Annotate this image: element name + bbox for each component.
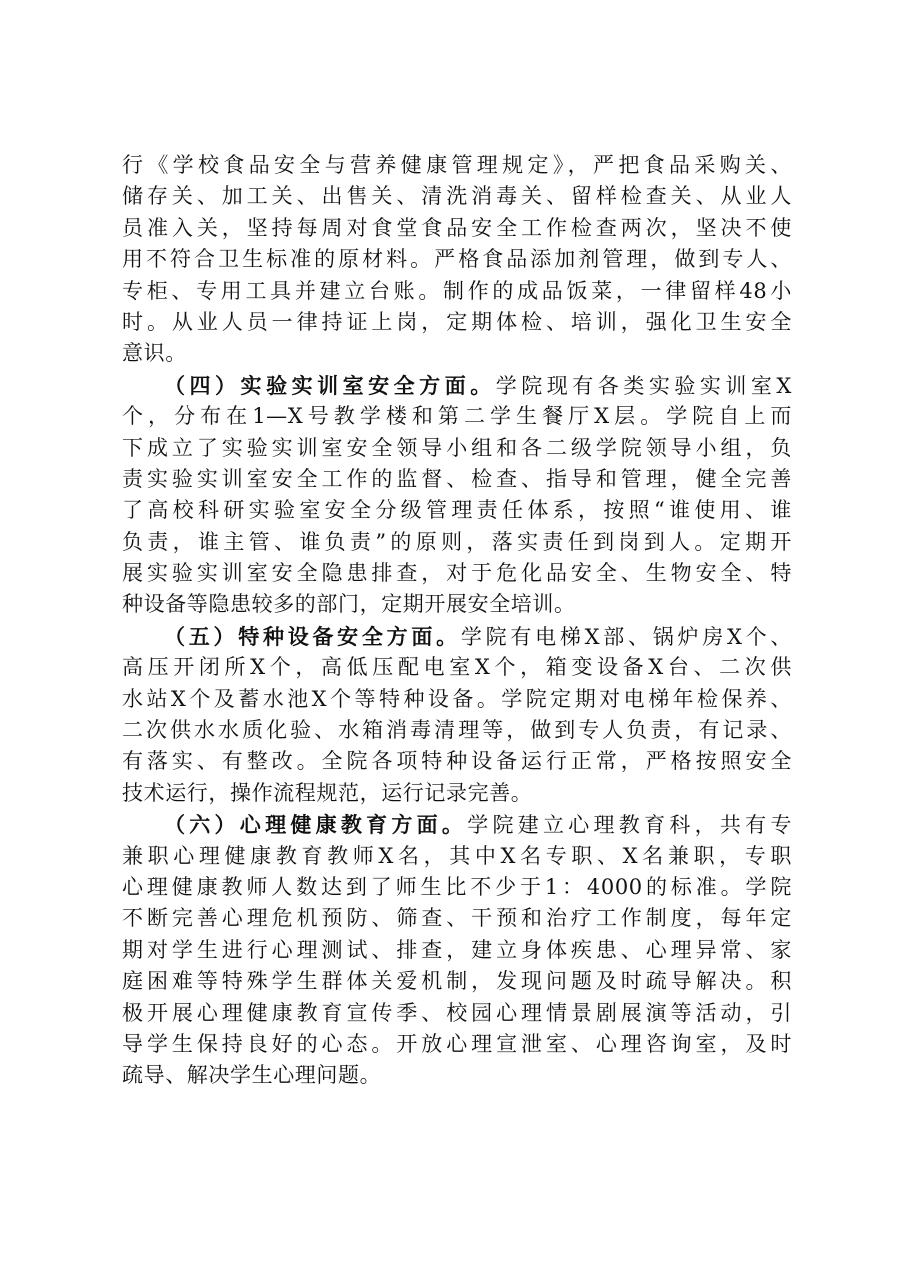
section-heading: （五）特种设备安全方面。: [164, 623, 461, 649]
text-line: 庭困难等特殊学生群体关爱机制，发现问题及时疏导解决。积: [122, 969, 792, 994]
text-line: 兼职心理健康教育教师X名，其中X名专职、X名兼职，专职: [122, 843, 792, 868]
text-line: 行《学校食品安全与营养健康管理规定》，严把食品采购关、: [122, 153, 792, 177]
text-line: 下成立了实验实训室安全领导小组和各二级学院领导小组，负: [122, 435, 792, 460]
text-line: 水站X个及蓄水池X个等特种设备。学院定期对电梯年检保养、: [122, 686, 792, 711]
text-run: 学院现有各类实验实训室X: [495, 373, 792, 398]
section-heading: （四）实验实训室安全方面。: [164, 372, 496, 398]
text-line: 储存关、加工关、出售关、清洗消毒关、留样检查关、从业人: [122, 184, 792, 209]
text-line: 展实验实训室安全隐患排查，对于危化品安全、生物安全、特: [122, 561, 792, 586]
text-line: 了高校科研实验室安全分级管理责任体系，按照“谁使用、谁: [122, 498, 792, 523]
text-line: 高压开闭所X个，高低压配电室X个，箱变设备X台、二次供: [122, 655, 792, 680]
document-body: [122, 150, 792, 1092]
text-line: 导学生保持良好的心态。开放心理宣泄室、心理咨询室，及时: [122, 1031, 792, 1056]
text-line: 极开展心理健康教育宣传季、校园心理情景剧展演等活动，引: [122, 1000, 792, 1025]
text-line: 心理健康教师人数达到了师生比不少于1：4000的标准。学院: [122, 874, 792, 899]
text-line: 专柜、专用工具并建立台账。制作的成品饭菜，一律留样48小: [122, 278, 792, 303]
text-line: 技术运行，操作流程规范，运行记录完善。: [122, 780, 533, 805]
text-line: [122, 370, 792, 401]
paragraph-food-safety: [122, 150, 792, 370]
paragraph-mental-health: [122, 809, 792, 1092]
text-line: 期对学生进行心理测试、排查，建立身体疾患、心理异常、家: [122, 937, 792, 962]
text-line: 员准入关，坚持每周对食堂食品安全工作检查两次，坚决不使: [122, 215, 792, 240]
text-line: 不断完善心理危机预防、筛查、干预和治疗工作制度，每年定: [122, 906, 792, 931]
text-run: 学院有电梯X部、锅炉房X个、: [460, 624, 792, 649]
text-line: 责实验实训室安全工作的监督、检查、指导和管理，健全完善: [122, 466, 792, 491]
text-line: 二次供水水质化验、水箱消毒清理等，做到专人负责，有记录、: [122, 718, 792, 743]
text-line: 疏导、解决学生心理问题。: [122, 1063, 382, 1088]
text-line: 时。从业人员一律持证上岗，定期体检、培训，强化卫生安全: [122, 309, 792, 334]
text-line: 个，分布在1—X号教学楼和第二学生餐厅X层。学院自上而: [122, 404, 792, 429]
section-heading: （六）心理健康教育方面。: [164, 812, 468, 838]
text-line: 负责，谁主管、谁负责”的原则，落实责任到岗到人。定期开: [122, 529, 792, 554]
text-line: 用不符合卫生标准的原材料。严格食品添加剂管理，做到专人、: [122, 247, 792, 272]
paragraph-lab-safety: [122, 370, 792, 621]
text-line: [122, 809, 792, 840]
text-line: 有落实、有整改。全院各项特种设备运行正常，严格按照安全: [122, 749, 792, 774]
text-line: 种设备等隐患较多的部门，定期开展安全培训。: [122, 592, 576, 617]
text-run: 学院建立心理教育科，共有专: [467, 813, 792, 838]
text-line: [122, 621, 792, 652]
paragraph-special-equipment: [122, 621, 792, 809]
text-line: 意识。: [122, 341, 187, 366]
